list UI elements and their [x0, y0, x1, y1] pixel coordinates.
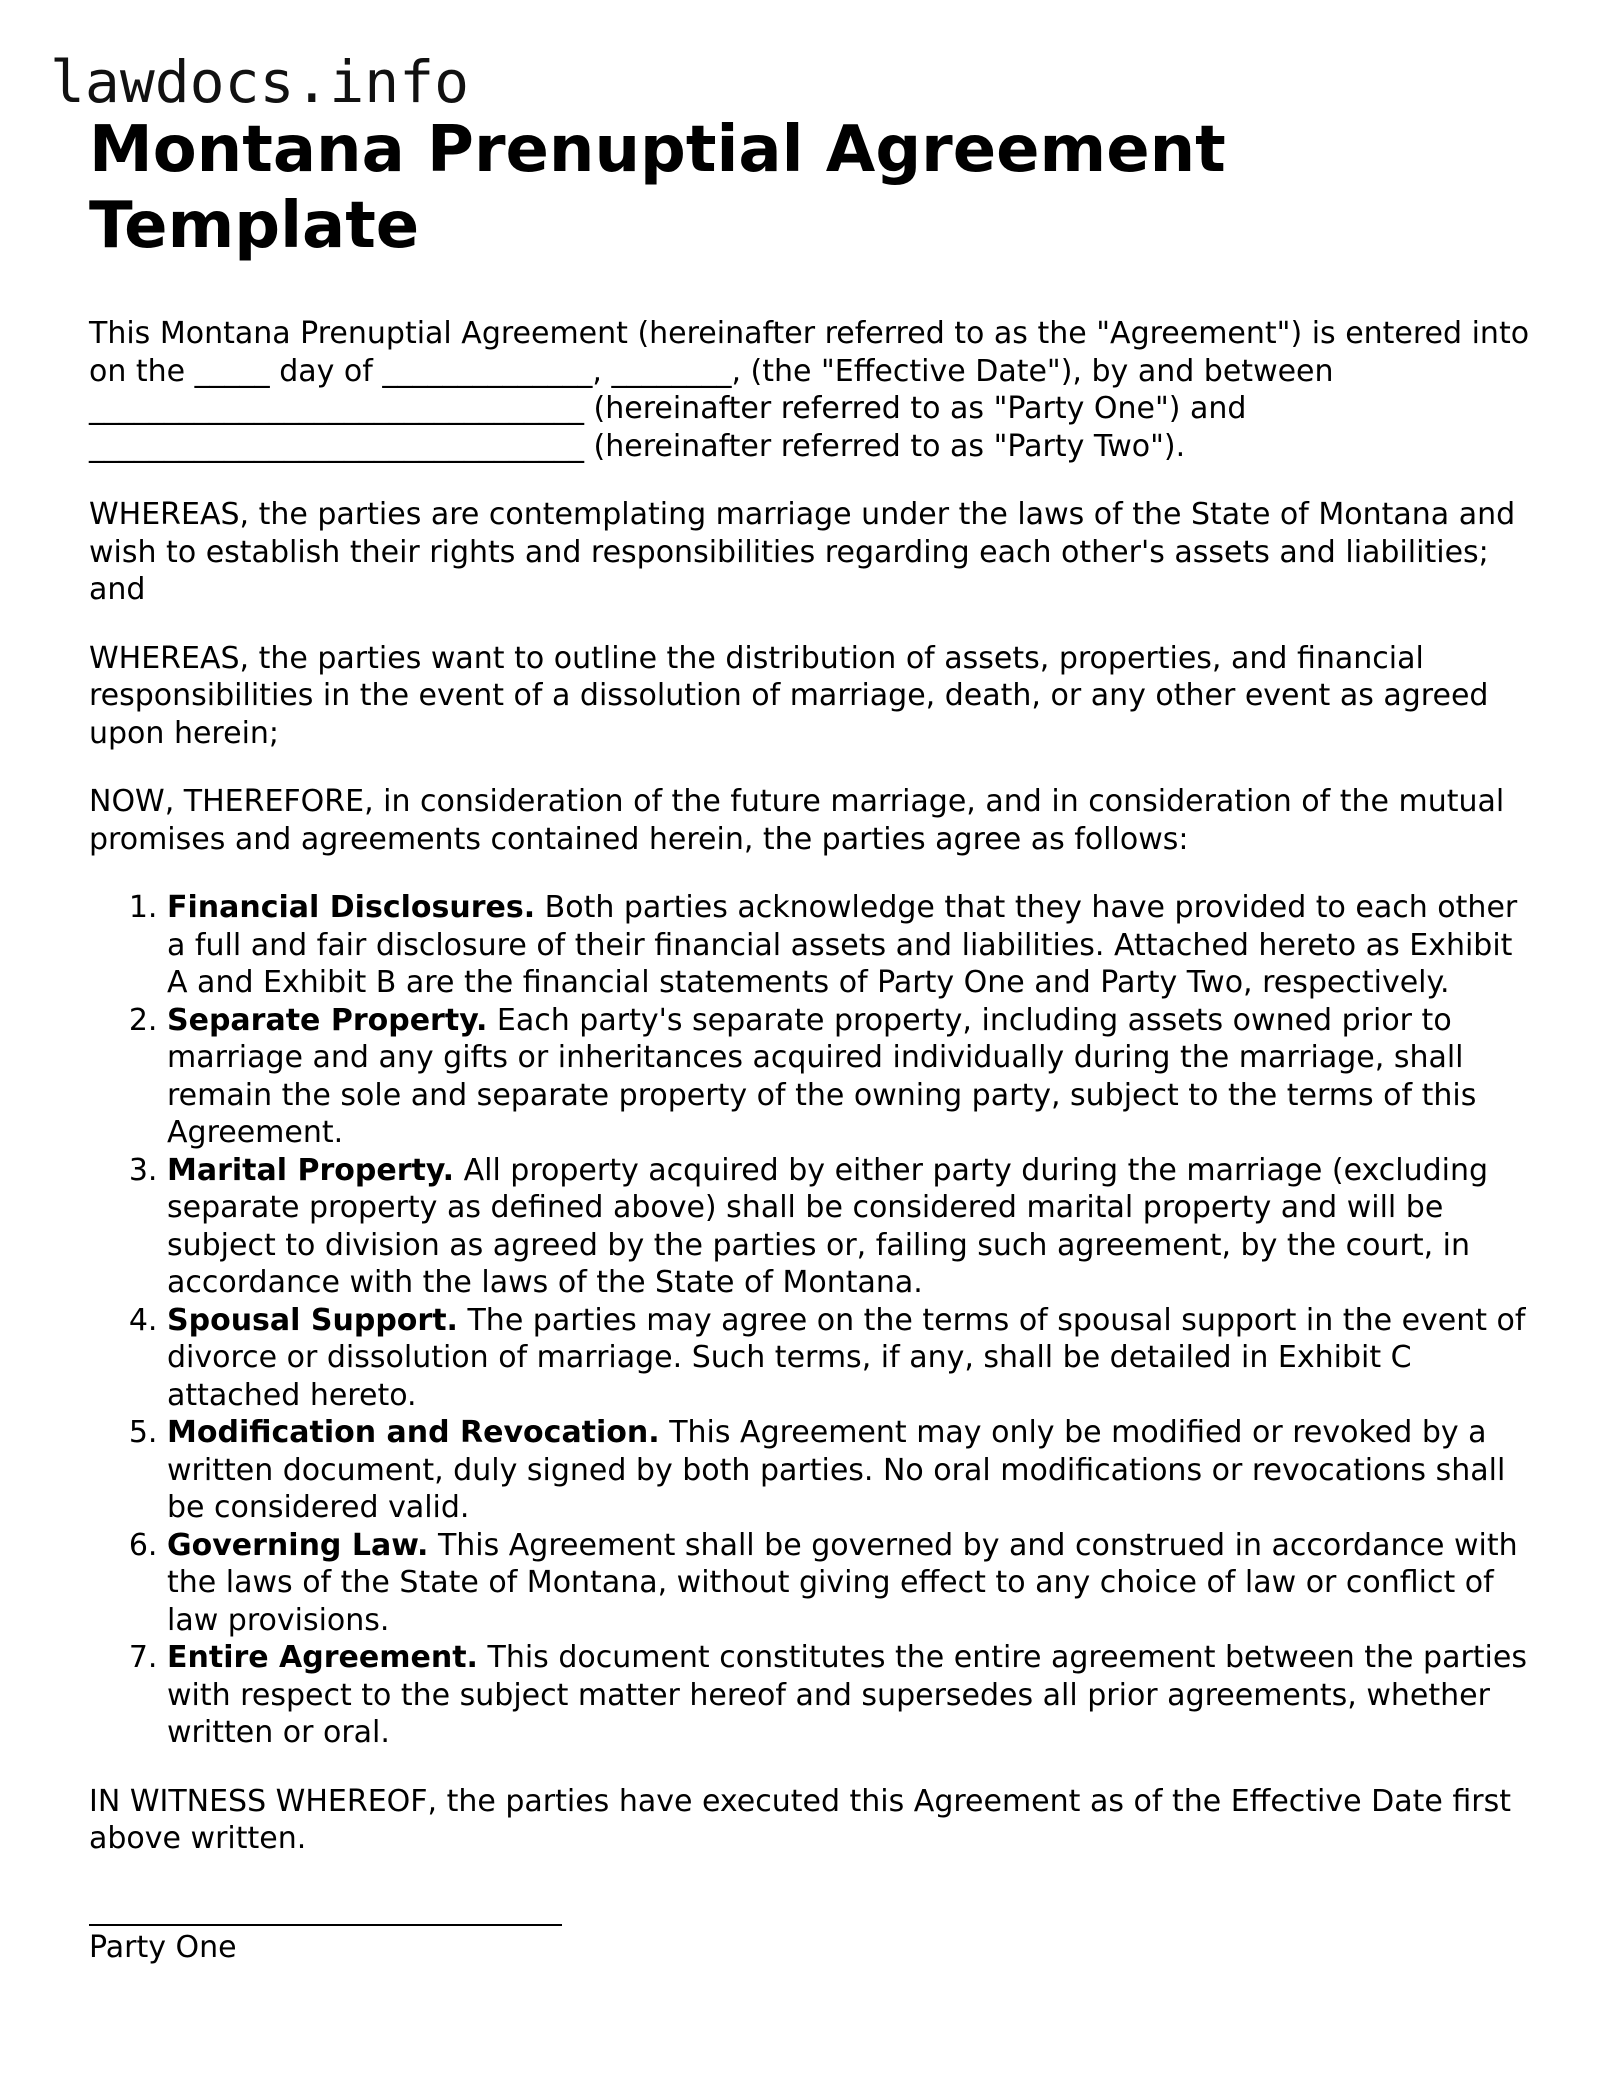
clause-text: Both parties acknowledge that they have provided to each other a full and fair disclosure of their financial assets and liabilities. Attached hereto as Exhibit A and Exhibit B are the financial statements of Party One and Party Two, respectively.	[167, 890, 1518, 1000]
intro-paragraph: This Montana Prenuptial Agreement (hereinafter referred to as the "Agreement") is entered into on the _____ day of ______________, ________, (the "Effective Date"), by and between _________________________________ (hereinafter referred to as "Party One") and _________________________________ (hereinafter referred to as "Party Two").	[89, 316, 1530, 464]
clause-item	[167, 1002, 1539, 1152]
whereas-paragraph-2: WHEREAS, the parties want to outline the distribution of assets, properties, and financial responsibilities in the event of a dissolution of marriage, death, or any other event as agreed upon herein;	[89, 640, 1489, 751]
clause-item	[167, 1414, 1539, 1527]
clause-item	[167, 1152, 1539, 1302]
document-title: Montana Prenuptial Agreement Template	[89, 113, 1226, 263]
clause-item	[167, 1527, 1539, 1640]
site-watermark: lawdocs.info	[50, 48, 470, 116]
clause-heading: Entire Agreement.	[167, 1640, 478, 1675]
clause-heading: Separate Property.	[167, 1002, 488, 1038]
clause-heading: Modification and Revocation.	[167, 1415, 660, 1450]
document-body	[89, 112, 1539, 1966]
clause-item	[167, 1302, 1539, 1415]
clause-text: This document constitutes the entire agreement between the parties with respect to the subject matter hereof and supersedes all prior agreements, whether written or oral.	[167, 1640, 1527, 1750]
clause-text: The parties may agree on the terms of spousal support in the event of divorce or dissolution of marriage. Such terms, if any, shall be detailed in Exhibit C attached hereto.	[167, 1302, 1526, 1413]
signature-line	[89, 1924, 562, 1926]
clause-heading: Financial Disclosures.	[167, 890, 536, 925]
signature-label: Party One	[89, 1929, 237, 1965]
clause-text: All property acquired by either party during the marriage (excluding separate property as defined above) shall be considered marital property and will be subject to division as agreed by the parties or, failing such agreement, by the court, in accordance with the laws of the State of Montana.	[167, 1152, 1489, 1300]
whereas-paragraph-1: WHEREAS, the parties are contemplating marriage under the laws of the State of Montana and wish to establish their rights and responsibilities regarding each other's assets and liabilities; and	[89, 497, 1516, 607]
clause-item	[167, 1639, 1539, 1752]
clause-heading: Spousal Support.	[167, 1302, 458, 1338]
clause-text: Each party's separate property, including assets owned prior to marriage and any gifts or inheritances acquired individually during the marriage, shall remain the sole and separate property of the owning party, subject to the terms of this Agreement.	[167, 1002, 1477, 1150]
clause-heading: Marital Property.	[167, 1152, 455, 1188]
clause-heading: Governing Law.	[167, 1527, 429, 1563]
clause-text: This Agreement may only be modified or revoked by a written document, duly signed by both parties. No oral modifications or revocations shall be considered valid.	[167, 1415, 1506, 1525]
witness-paragraph: IN WITNESS WHEREOF, the parties have executed this Agreement as of the Effective Date first above written.	[89, 1783, 1511, 1856]
clause-item	[167, 889, 1539, 1002]
clause-list	[89, 889, 1539, 1752]
now-therefore-paragraph: NOW, THEREFORE, in consideration of the future marriage, and in consideration of the mutual promises and agreements contained herein, the parties agree as follows:	[89, 784, 1505, 857]
clause-text: This Agreement shall be governed by and construed in accordance with the laws of the State of Montana, without giving effect to any choice of law or conflict of law provisions.	[167, 1527, 1518, 1638]
